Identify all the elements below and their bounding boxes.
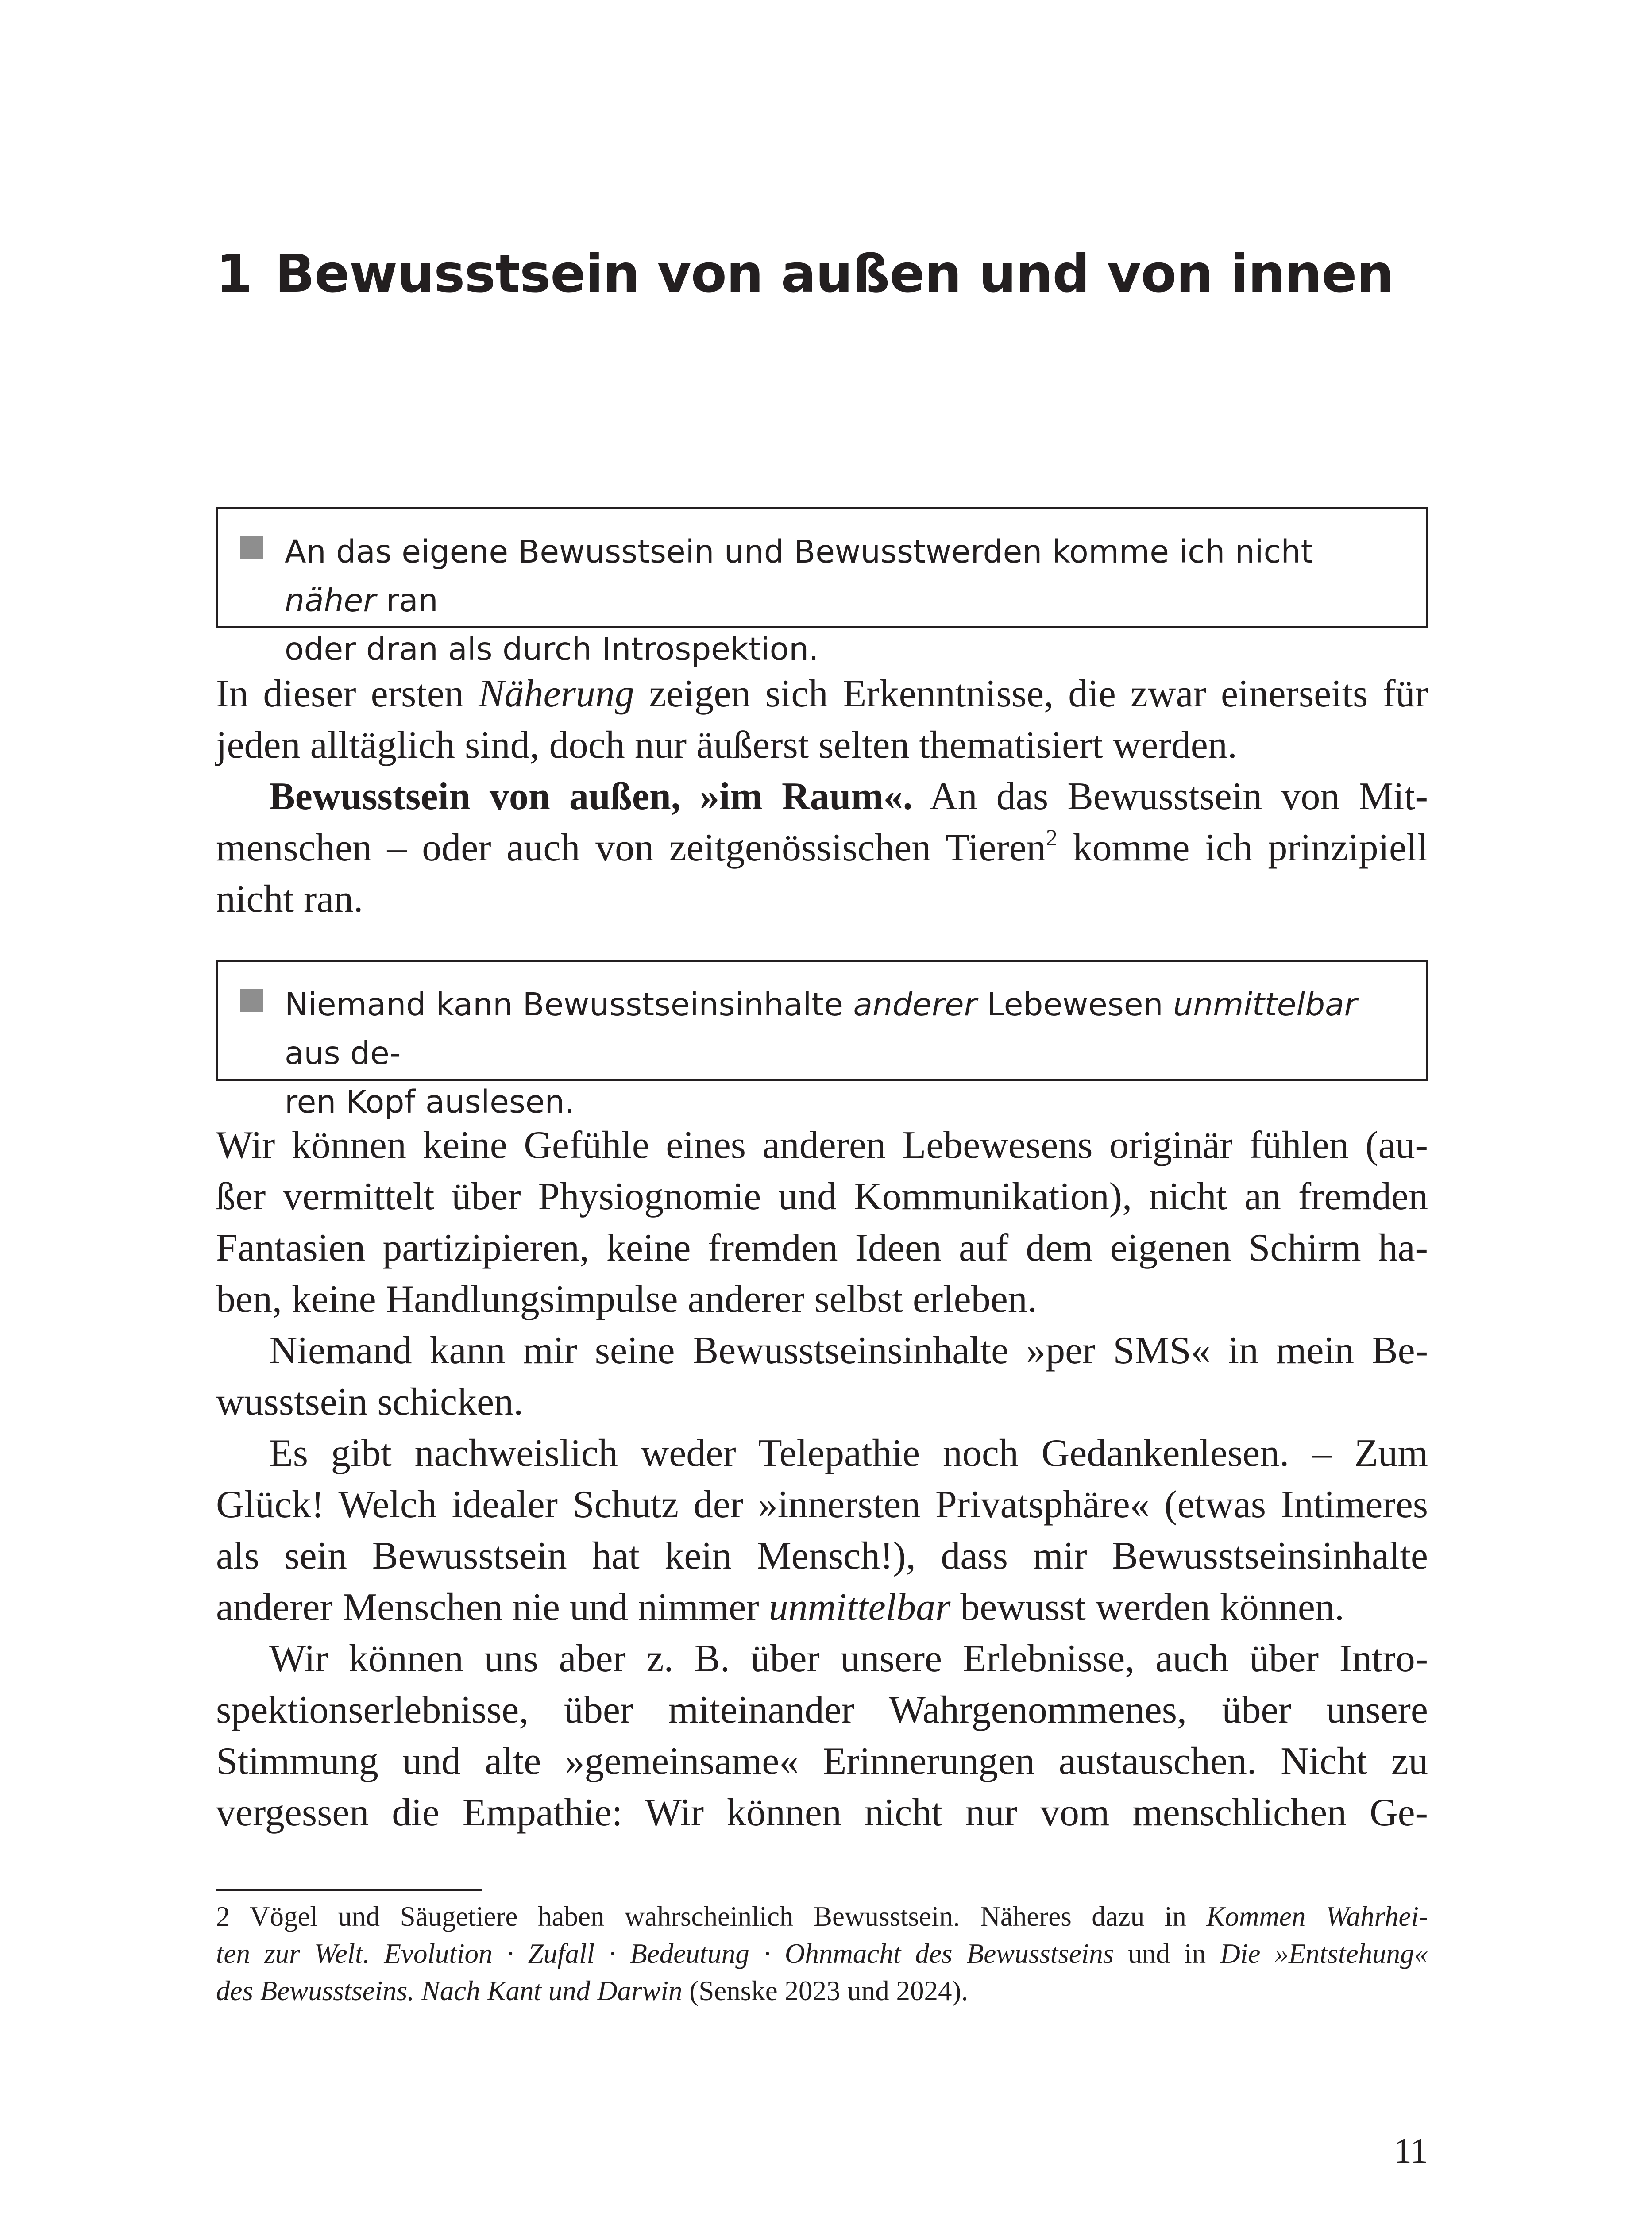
paragraph-5 bbox=[216, 1428, 1428, 1633]
text-line: Glück! Welch idealer Schutz der »innersten Privatsphäre« (etwas Intimeres bbox=[216, 1483, 1428, 1526]
text-line bbox=[216, 822, 1428, 874]
text-line bbox=[216, 668, 1428, 720]
key-statement-box-1 bbox=[216, 507, 1428, 667]
footnote-divider bbox=[216, 1889, 482, 1891]
square-bullet-icon bbox=[240, 536, 263, 559]
text-line: Wir können keine Gefühle eines anderen Lebewesens originär fühlen (au- bbox=[216, 1124, 1428, 1167]
book-title: Die »Entstehung« bbox=[1220, 1938, 1428, 1969]
text-line: vergessen die Empathie: Wir können nicht nur vom menschlichen Ge- bbox=[216, 1791, 1428, 1834]
text-line: wusstsein schicken. bbox=[216, 1380, 524, 1423]
box-text-part: aus de- bbox=[285, 1035, 401, 1072]
chapter-title bbox=[216, 243, 1393, 305]
box-text bbox=[285, 980, 1408, 1078]
text-run: menschen – oder auch von zeitgenössischen Tieren bbox=[216, 826, 1046, 869]
text-run: bewusst werden können. bbox=[950, 1586, 1344, 1629]
chapter-number: 1 bbox=[216, 243, 252, 304]
key-statement-box-2 bbox=[216, 960, 1428, 1120]
book-title: Kommen Wahrhei- bbox=[1206, 1901, 1428, 1932]
text-run: An das Bewusstsein von Mit- bbox=[912, 775, 1428, 818]
text-run: anderer Menschen nie und nimmer bbox=[216, 1586, 769, 1629]
paragraph-2 bbox=[216, 771, 1428, 925]
box-text-part: An das eigene Bewusstsein und Bewusstwerden komme ich nicht bbox=[285, 533, 1313, 570]
text-line: Fantasien partizipieren, keine fremden Ideen auf dem eigenen Schirm ha- bbox=[216, 1226, 1428, 1269]
text-line: nicht ran. bbox=[216, 878, 363, 921]
paragraph-3 bbox=[216, 1120, 1428, 1325]
footnote-line bbox=[216, 1898, 1428, 1935]
footnote-line bbox=[216, 1972, 1428, 2009]
text-run: (Senske 2023 und 2024). bbox=[682, 1975, 969, 2006]
run-in-heading: Bewusstsein von außen, »im Raum«. bbox=[269, 775, 913, 818]
text-line: jeden alltäglich sind, doch nur äußerst selten thematisiert werden. bbox=[216, 724, 1237, 767]
book-title: ten zur Welt. Evolution · Zufall · Bedeutung · Ohnmacht des Bewusstseins bbox=[216, 1938, 1114, 1969]
box-text-part: ran bbox=[376, 582, 438, 619]
box-text bbox=[285, 528, 1408, 625]
box-text-part: Lebewesen bbox=[977, 986, 1173, 1023]
text-run: 2 Vögel und Säugetiere haben wahrscheinlich Bewusstsein. Näheres dazu in bbox=[216, 1901, 1207, 1932]
text-emphasis: Näherung bbox=[478, 672, 634, 715]
text-line: ben, keine Handlungsimpulse anderer selbst erleben. bbox=[216, 1278, 1037, 1321]
text-line: spektionserlebnisse, über miteinander Wahrgenommenes, über unsere bbox=[216, 1689, 1428, 1731]
box-text-emphasis: unmittelbar bbox=[1173, 986, 1357, 1023]
box-text: oder dran als durch Introspektion. bbox=[285, 631, 819, 667]
text-run: In dieser ersten bbox=[216, 672, 479, 715]
text-run: und in bbox=[1114, 1938, 1220, 1969]
text-emphasis: unmittelbar bbox=[768, 1586, 951, 1629]
text-run: zeigen sich Erkenntnisse, die zwar einerseits für bbox=[634, 672, 1428, 715]
text-line bbox=[216, 771, 1428, 822]
square-bullet-icon bbox=[240, 989, 263, 1012]
text-line: ßer vermittelt über Physiognomie und Kommunikation), nicht an fremden bbox=[216, 1175, 1428, 1218]
footnote-line bbox=[216, 1935, 1428, 1972]
paragraph-4 bbox=[216, 1325, 1428, 1428]
footnote-reference[interactable]: 2 bbox=[1046, 825, 1058, 851]
text-line: als sein Bewusstsein hat kein Mensch!), dass mir Bewusstseinsinhalte bbox=[216, 1534, 1428, 1577]
box-text-emphasis: näher bbox=[285, 582, 376, 619]
text-line: Niemand kann mir seine Bewusstseinsinhalte »per SMS« in mein Be- bbox=[269, 1329, 1428, 1372]
footnote bbox=[216, 1898, 1428, 2009]
box-text-part: Niemand kann Bewusstseinsinhalte bbox=[285, 986, 853, 1023]
book-page bbox=[216, 0, 1428, 2213]
paragraph-1 bbox=[216, 668, 1428, 771]
chapter-title-text: Bewusstsein von außen und von innen bbox=[275, 243, 1393, 304]
box-text-emphasis: anderer bbox=[853, 986, 977, 1023]
paragraph-6 bbox=[216, 1633, 1428, 1839]
text-run: komme ich prinzipiell bbox=[1057, 826, 1428, 869]
book-title: des Bewusstseins. Nach Kant und Darwin bbox=[216, 1975, 683, 2006]
text-line bbox=[216, 1582, 1428, 1633]
text-line: Wir können uns aber z. B. über unsere Erlebnisse, auch über Intro- bbox=[269, 1637, 1428, 1680]
text-line: Stimmung und alte »gemeinsame« Erinnerungen austauschen. Nicht zu bbox=[216, 1740, 1428, 1783]
text-line: Es gibt nachweislich weder Telepathie noch Gedankenlesen. – Zum bbox=[269, 1432, 1428, 1475]
box-text: ren Kopf auslesen. bbox=[285, 1083, 575, 1120]
page-number: 11 bbox=[1393, 2132, 1428, 2171]
